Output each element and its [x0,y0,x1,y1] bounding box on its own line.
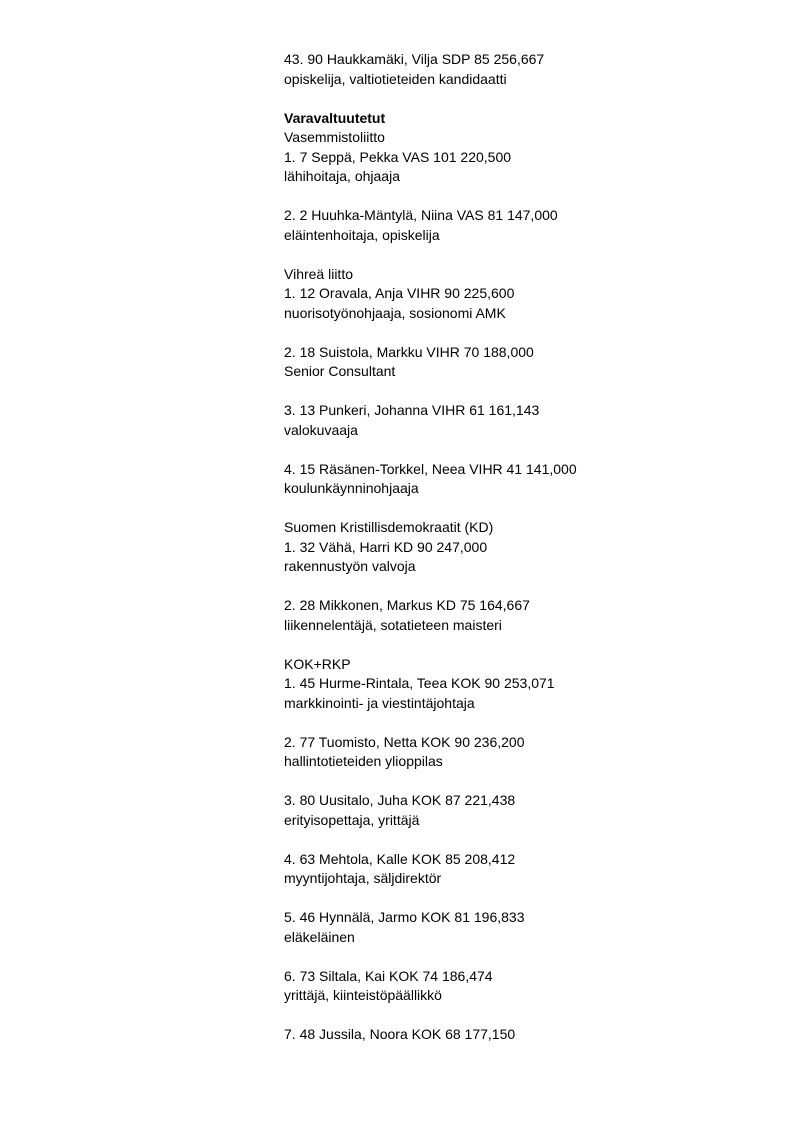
text-line: koulunkäynninohjaaja [284,480,419,496]
text-line: markkinointi- ja viestintäjohtaja [284,694,475,711]
text-line: 4. 63 Mehtola, Kalle KOK 85 208,412 [284,850,516,867]
text-line: 1. 32 Vähä, Harri KD 90 247,000 [284,538,488,555]
blank-line [284,947,724,967]
text-line: 1. 45 Hurme-Rintala, Teea KOK 90 253,071 [284,675,555,691]
text-line: 4. 15 Räsänen-Torkkel, Neea VIHR 41 141,000 [284,460,577,477]
blank-line [284,245,724,265]
blank-line [284,89,724,109]
text-line: opiskelija, valtiotieteiden kandidaatti [284,70,507,87]
text-line: 43. 90 Haukkamäki, Vilja SDP 85 256,667 [284,51,545,67]
blank-line [284,187,724,207]
text-line: 2. 28 Mikkonen, Markus KD 75 164,667 [284,597,530,613]
blank-line [284,382,724,402]
text-line: 1. 12 Oravala, Anja VIHR 90 225,600 [284,285,515,301]
text-line: yrittäjä, kiinteistöpäällikkö [284,987,442,1003]
text-line: 7. 48 Jussila, Noora KOK 68 177,150 [284,1026,516,1042]
blank-line [284,772,724,792]
blank-line [284,323,724,343]
text-line: liikennelentäjä, sotatieteen maisteri [284,616,502,633]
text-line: eläkeläinen [284,928,355,945]
blank-line [284,830,724,850]
text-line: 2. 77 Tuomisto, Netta KOK 90 236,200 [284,733,525,750]
text-line: 3. 13 Punkeri, Johanna VIHR 61 161,143 [284,402,540,418]
text-line: myyntijohtaja, säljdirektör [284,870,442,886]
text-line: Vasemmistoliitto [284,129,385,145]
text-line: 6. 73 Siltala, Kai KOK 74 186,474 [284,967,493,984]
blank-line [284,889,724,909]
text-line: Suomen Kristillisdemokraatit (KD) [284,519,494,535]
document-page [284,50,724,1045]
text-line: erityisopettaja, yrittäjä [284,811,420,828]
blank-line [284,635,724,655]
text-line: 1. 7 Seppä, Pekka VAS 101 220,500 [284,148,512,165]
text-line: KOK+RKP [284,655,351,672]
text-line: nuorisotyönohjaaja, sosionomi AMK [284,304,506,321]
blank-line [284,577,724,597]
blank-line [284,713,724,733]
text-line: lähihoitaja, ohjaaja [284,168,400,184]
text-line: eläintenhoitaja, opiskelija [284,226,440,243]
blank-line [284,440,724,460]
text-line: valokuvaaja [284,421,358,438]
text-line: Vihreä liitto [284,265,354,282]
text-line: 3. 80 Uusitalo, Juha KOK 87 221,438 [284,792,516,808]
section-heading: Varavaltuutetut [284,109,386,126]
text-line: rakennustyön valvoja [284,558,416,574]
text-line: 5. 46 Hynnälä, Jarmo KOK 81 196,833 [284,909,525,925]
text-line: Senior Consultant [284,363,396,379]
text-line: 2. 18 Suistola, Markku VIHR 70 188,000 [284,343,534,360]
text-line: 2. 2 Huuhka-Mäntylä, Niina VAS 81 147,000 [284,207,558,223]
text-line: hallintotieteiden ylioppilas [284,753,443,769]
blank-line [284,1006,724,1026]
blank-line [284,499,724,519]
